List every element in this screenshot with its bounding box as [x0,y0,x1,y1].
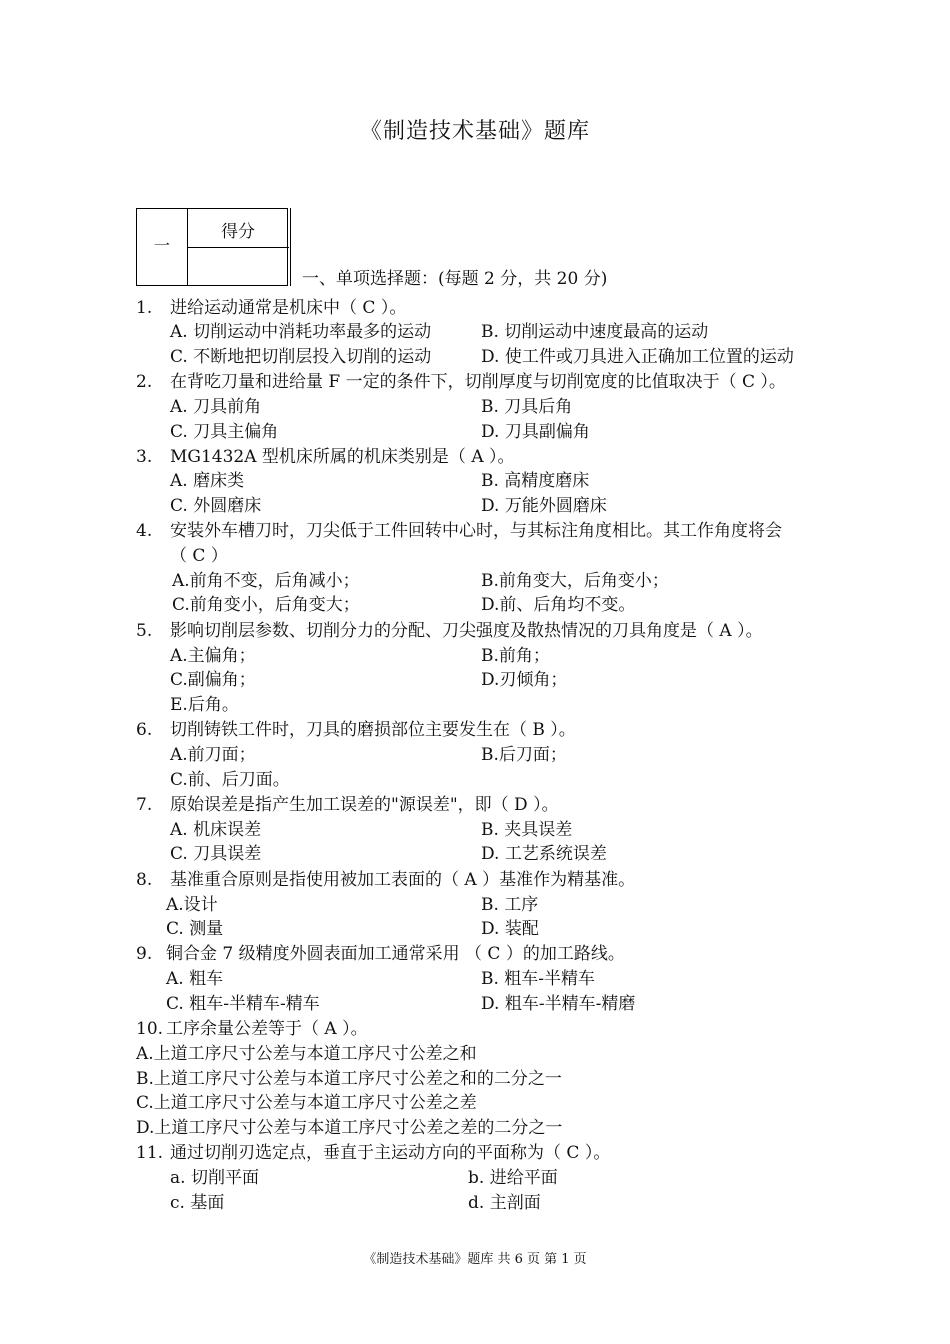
option: A.前刀面； [170,745,256,765]
section-number: 一 [153,236,170,255]
score-box [136,208,288,286]
option: D.上道工序尺寸公差与本道工序尺寸公差之差的二分之一 [136,1118,563,1138]
option: A.前角不变，后角减小； [172,571,360,591]
score-box-border [290,208,291,286]
question-number: 7. [136,795,153,815]
option: E.后角。 [170,695,239,715]
option: A. 切削运动中消耗功率最多的运动 [170,322,432,342]
option: b. 进给平面 [468,1168,558,1188]
option: a. 切削平面 [170,1168,259,1188]
option: D. 使工件或刀具进入正确加工位置的运动 [481,347,794,367]
option: d. 主剖面 [468,1193,541,1213]
option: C. 粗车-半精车-精车 [166,994,320,1014]
option: C.上道工序尺寸公差与本道工序尺寸公差之差 [136,1093,477,1113]
option: D.前、后角均不变。 [481,595,636,615]
question-number: 5. [136,621,153,641]
option: A.上道工序尺寸公差与本道工序尺寸公差之和 [136,1044,477,1064]
question-number: 2. [136,372,153,392]
question-stem: 铜合金 7 级精度外圆表面加工通常采用 （ C ）的加工路线。 [166,944,625,964]
question-number: 6. [136,720,153,740]
question-number: 8. [136,870,153,890]
question-number: 10. [136,1019,164,1039]
option: A.设计 [166,895,218,915]
page-title: 《制造技术基础》题库 [359,119,590,144]
option: A. 机床误差 [170,820,262,840]
option: B. 高精度磨床 [481,471,590,491]
question-stem: 影响切削层参数、切削分力的分配、刀尖强度及散热情况的刀具角度是（ A ）。 [170,621,763,641]
question-number: 3. [136,447,153,467]
section-heading: 一、单项选择题：(每题 2 分，共 20 分) [302,269,608,289]
question-stem: 切削铸铁工件时，刀具的磨损部位主要发生在（ B ）。 [170,720,576,740]
option: A. 粗车 [166,969,224,989]
question-number: 1. [136,298,153,318]
question-number: 4. [136,521,153,541]
option: C.副偏角； [170,670,256,690]
option: C. 测量 [166,919,224,939]
score-box-divider [187,247,289,248]
question-stem: 进给运动通常是机床中（ C ）。 [170,298,407,318]
option: C. 刀具主偏角 [170,422,279,442]
option: B. 夹具误差 [481,820,573,840]
option: C. 不断地把切削层投入切削的运动 [170,347,432,367]
question-stem: 安装外车槽刀时，刀尖低于工件回转中心时，与其标注角度相比。其工作角度将会 [170,521,782,541]
question-number: 9. [136,944,153,964]
option: B.后刀面； [481,745,567,765]
option: c. 基面 [170,1193,225,1213]
question-stem: 工序余量公差等于（ A ）。 [166,1019,368,1039]
option: C.前、后刀面。 [170,770,290,790]
option: C. 外圆磨床 [170,496,262,516]
option: A. 刀具前角 [170,397,262,417]
option: B.上道工序尺寸公差与本道工序尺寸公差之和的二分之一 [136,1069,562,1089]
question-number: 11. [136,1143,164,1163]
option: D. 粗车-半精车-精磨 [481,994,636,1014]
question-stem: 基准重合原则是指使用被加工表面的（ A ）基准作为精基准。 [170,870,636,890]
option: C.前角变小，后角变大； [172,595,360,615]
score-label: 得分 [221,222,255,242]
option: B.前角； [481,646,550,666]
option: A. 磨床类 [170,471,245,491]
option: B. 粗车-半精车 [481,969,596,989]
question-stem: 原始误差是指产生加工误差的"源误差"，即（ D ）。 [170,795,559,815]
question-stem: 通过切削刃选定点，垂直于主运动方向的平面称为（ C ）。 [170,1143,611,1163]
option: D. 刀具副偏角 [481,422,590,442]
option: D. 装配 [481,919,539,939]
option: D.刃倾角； [481,670,568,690]
option: C. 刀具误差 [170,844,262,864]
question-stem-continuation: （ C ） [170,546,228,566]
option: B.前角变大，后角变小； [481,571,669,591]
option: A.主偏角； [170,646,256,666]
option: B. 切削运动中速度最高的运动 [481,322,709,342]
page-footer: 《制造技术基础》题库 共 6 页 第 1 页 [363,1252,587,1267]
option: D. 工艺系统误差 [481,844,607,864]
option: B. 刀具后角 [481,397,573,417]
option: B. 工序 [481,895,539,915]
question-stem: MG1432A 型机床所属的机床类别是（ A ）。 [170,447,515,467]
question-stem: 在背吃刀量和进给量 F 一定的条件下，切削厚度与切削宽度的比值取决于（ C ）。 [170,372,786,392]
option: D. 万能外圆磨床 [481,496,607,516]
